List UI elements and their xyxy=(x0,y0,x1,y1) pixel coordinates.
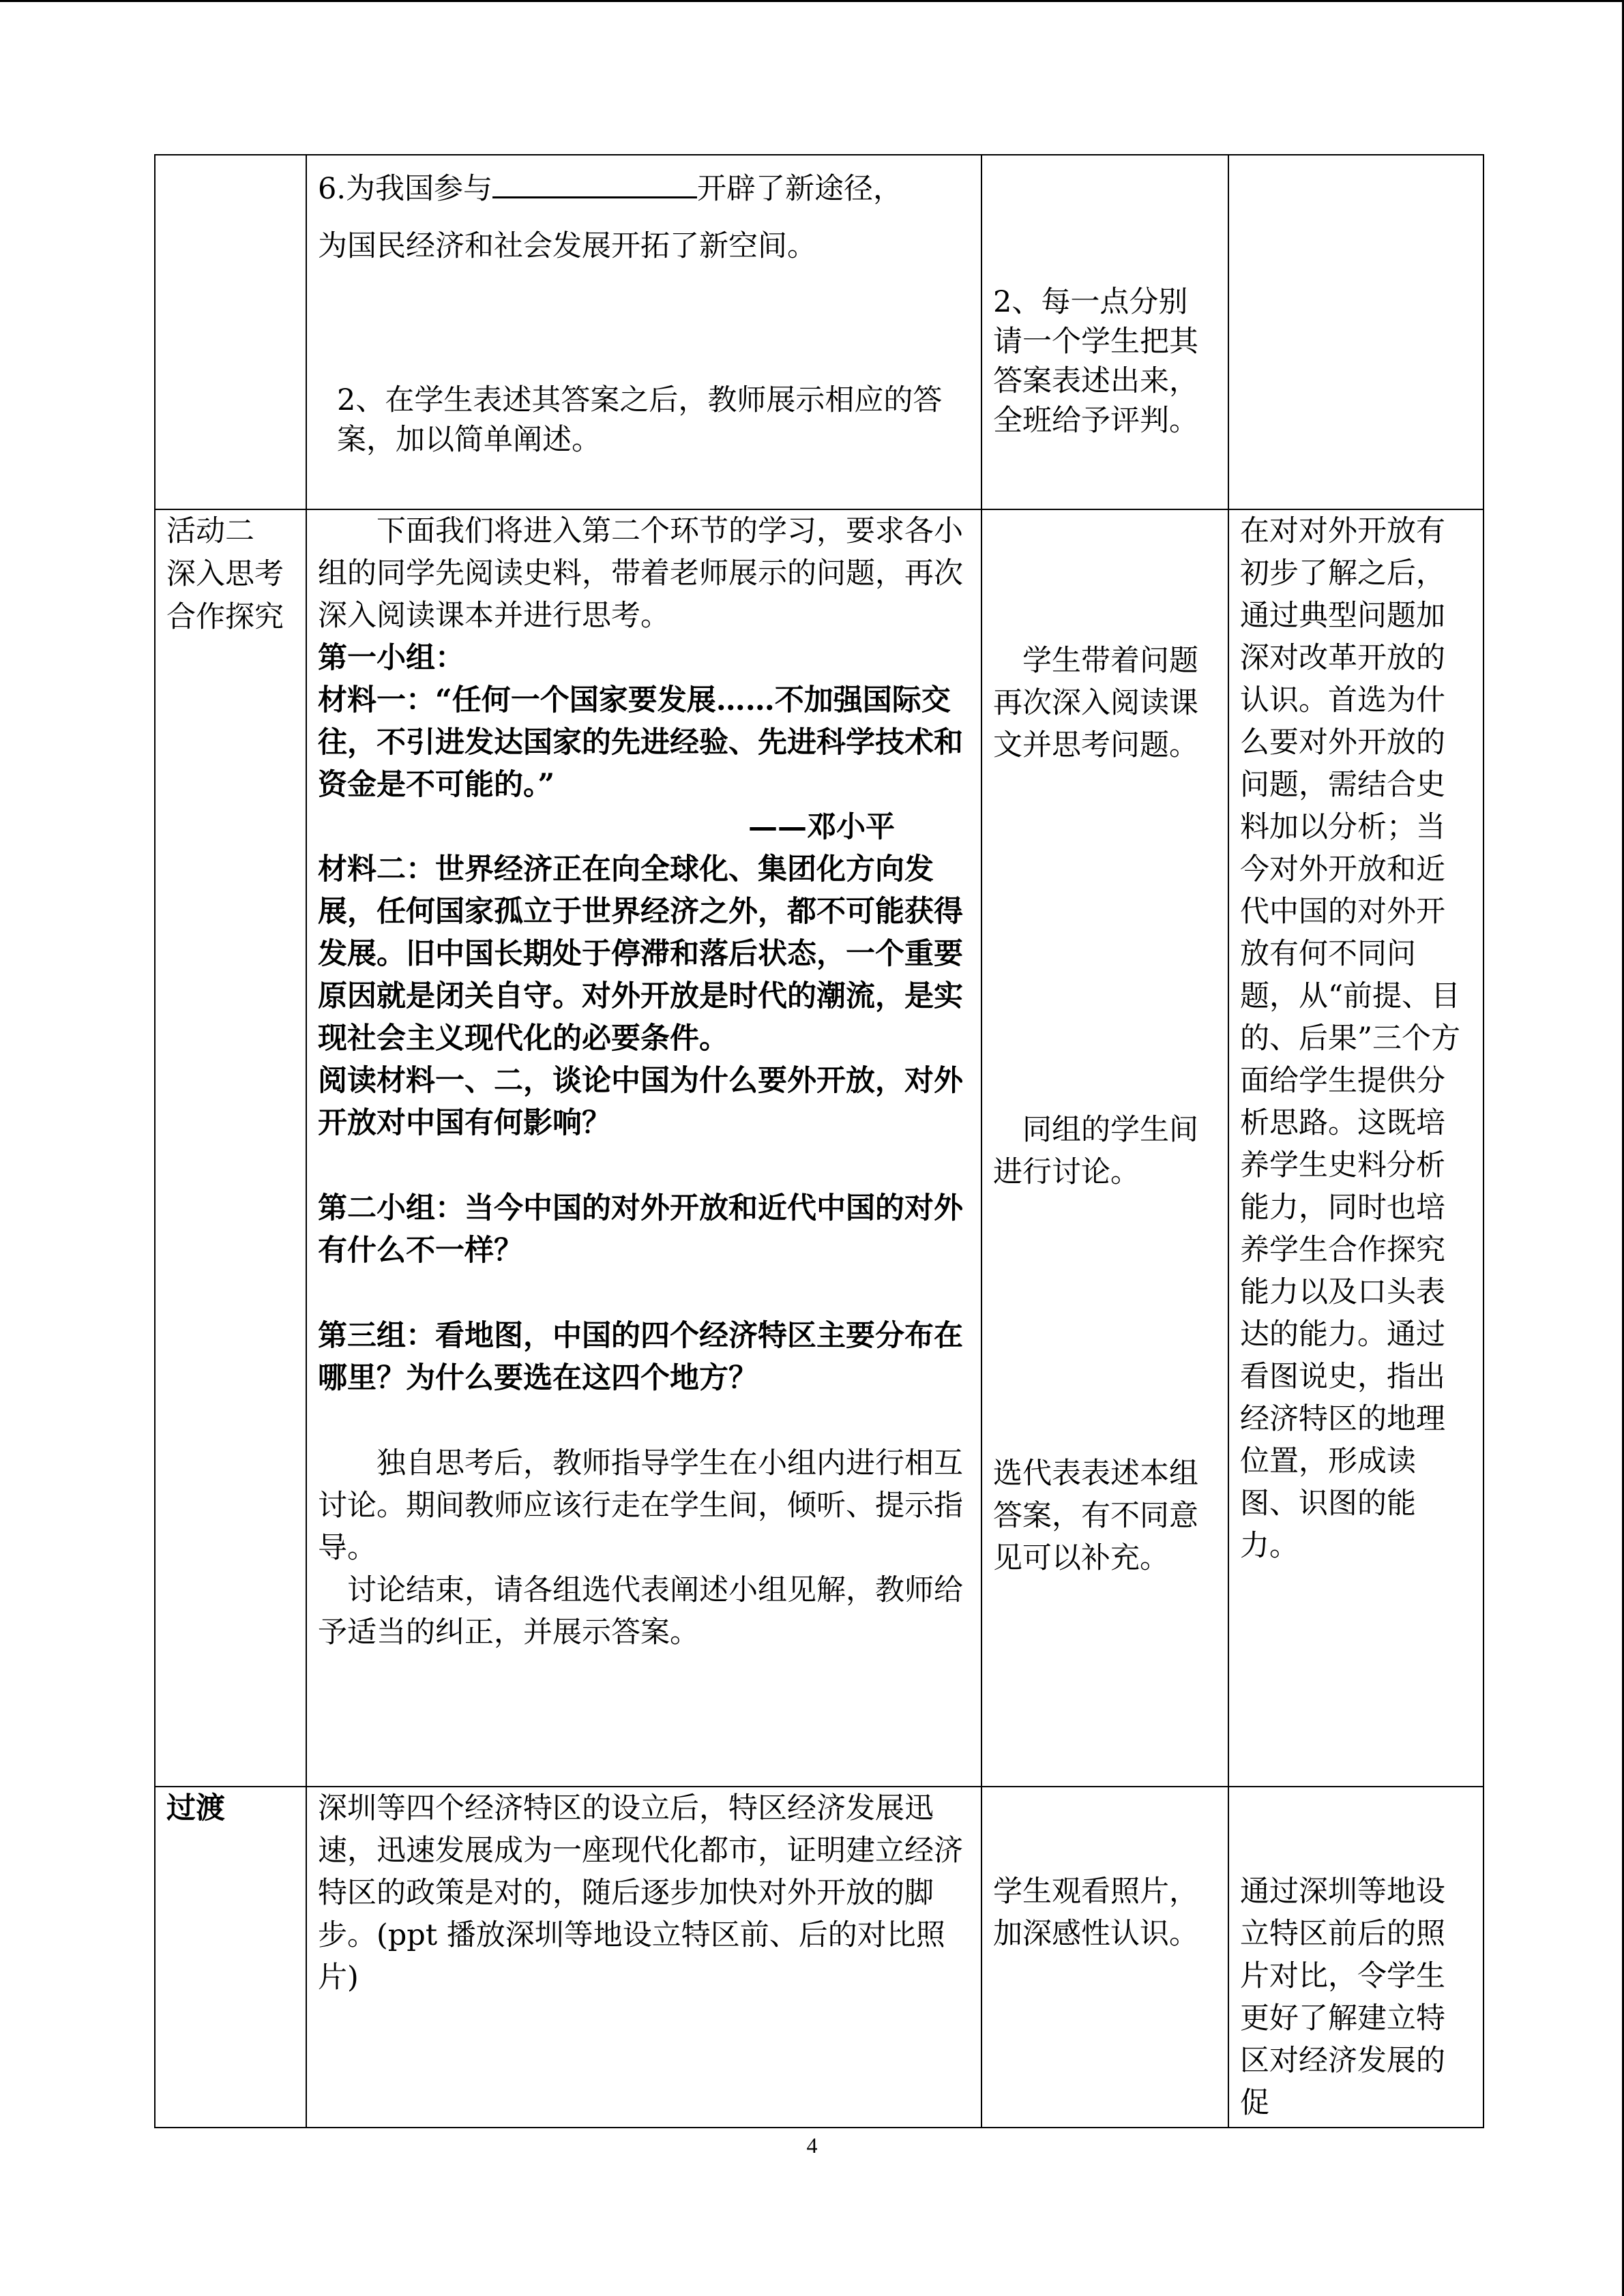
group-two-question: 第二小组：当今中国的对外开放和近代中国的对外有什么不一样？ xyxy=(318,1191,963,1268)
group-one-title: 第一小组： xyxy=(318,641,464,675)
teacher-answer-note: 2、在学生表述其答案之后，教师展示相应的答案，加以简单阐述。 xyxy=(337,383,943,457)
page-number: 4 xyxy=(806,2133,818,2158)
spacer xyxy=(993,510,1217,640)
activity-two-label xyxy=(155,509,306,1787)
transition-intent xyxy=(1228,1787,1483,2128)
question-six-continuation: 为国民经济和社会发展开拓了新空间。 xyxy=(318,229,816,263)
material-one: 材料一：“任何一个国家要发展……不加强国际交往，不引进发达国家的先进经验、先进科学技术和资金是不可能的。” xyxy=(318,683,963,802)
activity-intro: 下面我们将进入第二个环节的学习，要求各小组的同学先阅读史料，带着老师展示的问题，再次深入阅读课本并进行思考。 xyxy=(318,514,963,633)
discussion-instruction: 独自思考后，教师指导学生在小组内进行相互讨论。期间教师应该行走在学生间，倾听、提示指导。 xyxy=(318,1446,963,1565)
spacer xyxy=(318,1399,970,1442)
label-line-3: 合作探究 xyxy=(166,600,284,634)
fill-in-blank xyxy=(492,164,697,198)
student-answer-note: 2、每一点分别请一个学生把其答案表述出来，全班给予评判。 xyxy=(993,285,1198,438)
row1-student-cell xyxy=(981,155,1228,509)
spacer xyxy=(318,270,970,381)
transition-student xyxy=(981,1787,1228,2128)
activity-two-student xyxy=(981,509,1228,1787)
material-one-source: ——邓小平 xyxy=(748,810,895,844)
spacer xyxy=(993,766,1217,1109)
page-top-border xyxy=(0,0,1624,2)
discussion-conclusion: 讨论结束，请各组选代表阐述小组见解，教师给予适当的纠正，并展示答案。 xyxy=(318,1573,963,1650)
spacer xyxy=(318,1144,970,1187)
spacer xyxy=(318,1272,970,1315)
row1-label-cell xyxy=(155,155,306,509)
transition-text: 深圳等四个经济特区的设立后，特区经济发展迅速，迅速发展成为一座现代化都市，证明建立经济特区的政策是对的，随后逐步加快对外开放的脚步。(ppt 播放深圳等地设立特区前、后的对比照片) xyxy=(318,1791,963,1995)
transition-student-text: 学生观看照片，加深感性认识。 xyxy=(993,1875,1198,1951)
student-activity-read: 学生带着问题再次深入阅读课文并思考问题。 xyxy=(993,644,1198,762)
activity-two-content xyxy=(306,509,981,1787)
student-activity-discuss: 同组的学生间进行讨论。 xyxy=(993,1113,1198,1189)
table-row-question-six xyxy=(155,155,1483,509)
student-activity-present: 选代表表述本组答案，有不同意见可以补充。 xyxy=(993,1457,1198,1575)
question-six-suffix: 开辟了新途径， xyxy=(697,172,903,206)
transition-label: 过渡 xyxy=(155,1787,306,2128)
label-line-1: 活动二 xyxy=(166,514,254,548)
table-row-transition xyxy=(155,1787,1483,2128)
row1-intent-cell xyxy=(1228,155,1483,509)
row1-content-cell xyxy=(306,155,981,509)
question-six-prefix: 6.为我国参与 xyxy=(318,172,493,206)
group-three-question: 第三组：看地图，中国的四个经济特区主要分布在哪里？为什么要选在这四个地方？ xyxy=(318,1319,963,1395)
question-six-line xyxy=(318,164,970,213)
material-two: 材料二：世界经济正在向全球化、集团化方向发展，任何国家孤立于世界经济之外，都不可能获得发展。旧中国长期处于停滞和落后状态，一个重要原因就是闭关自守。对外开放是时代的潮流，是实现社会主义现代化的必要条件。 xyxy=(318,852,963,1056)
group-one-question: 阅读材料一、二，谈论中国为什么要外开放，对外开放对中国有何影响？ xyxy=(318,1064,963,1140)
table-row-activity-two xyxy=(155,509,1483,1787)
activity-two-intent xyxy=(1228,509,1483,1787)
label-line-2: 深入思考 xyxy=(166,557,284,591)
spacer xyxy=(993,1193,1217,1452)
design-intent-text: 在对对外开放有初步了解之后，通过典型问题加深对改革开放的认识。首选为什么要对外开放的问题，需结合史料加以分析；当今对外开放和近代中国的对外开放有何不同问题，从“前提、目的、后果”三个方面给学生提供分析思路。这既培养学生史料分析能力，同时也培养学生合作探究能力以及口头表达的能力。通过看图说史，指出经济特区的地理位置，形成读图、识图的能力。 xyxy=(1240,514,1460,1563)
transition-intent-text: 通过深圳等地设立特区前后的照片对比，令学生更好了解建立特区对经济发展的促 xyxy=(1240,1875,1445,2120)
lesson-plan-table xyxy=(154,154,1484,2128)
transition-content xyxy=(306,1787,981,2128)
